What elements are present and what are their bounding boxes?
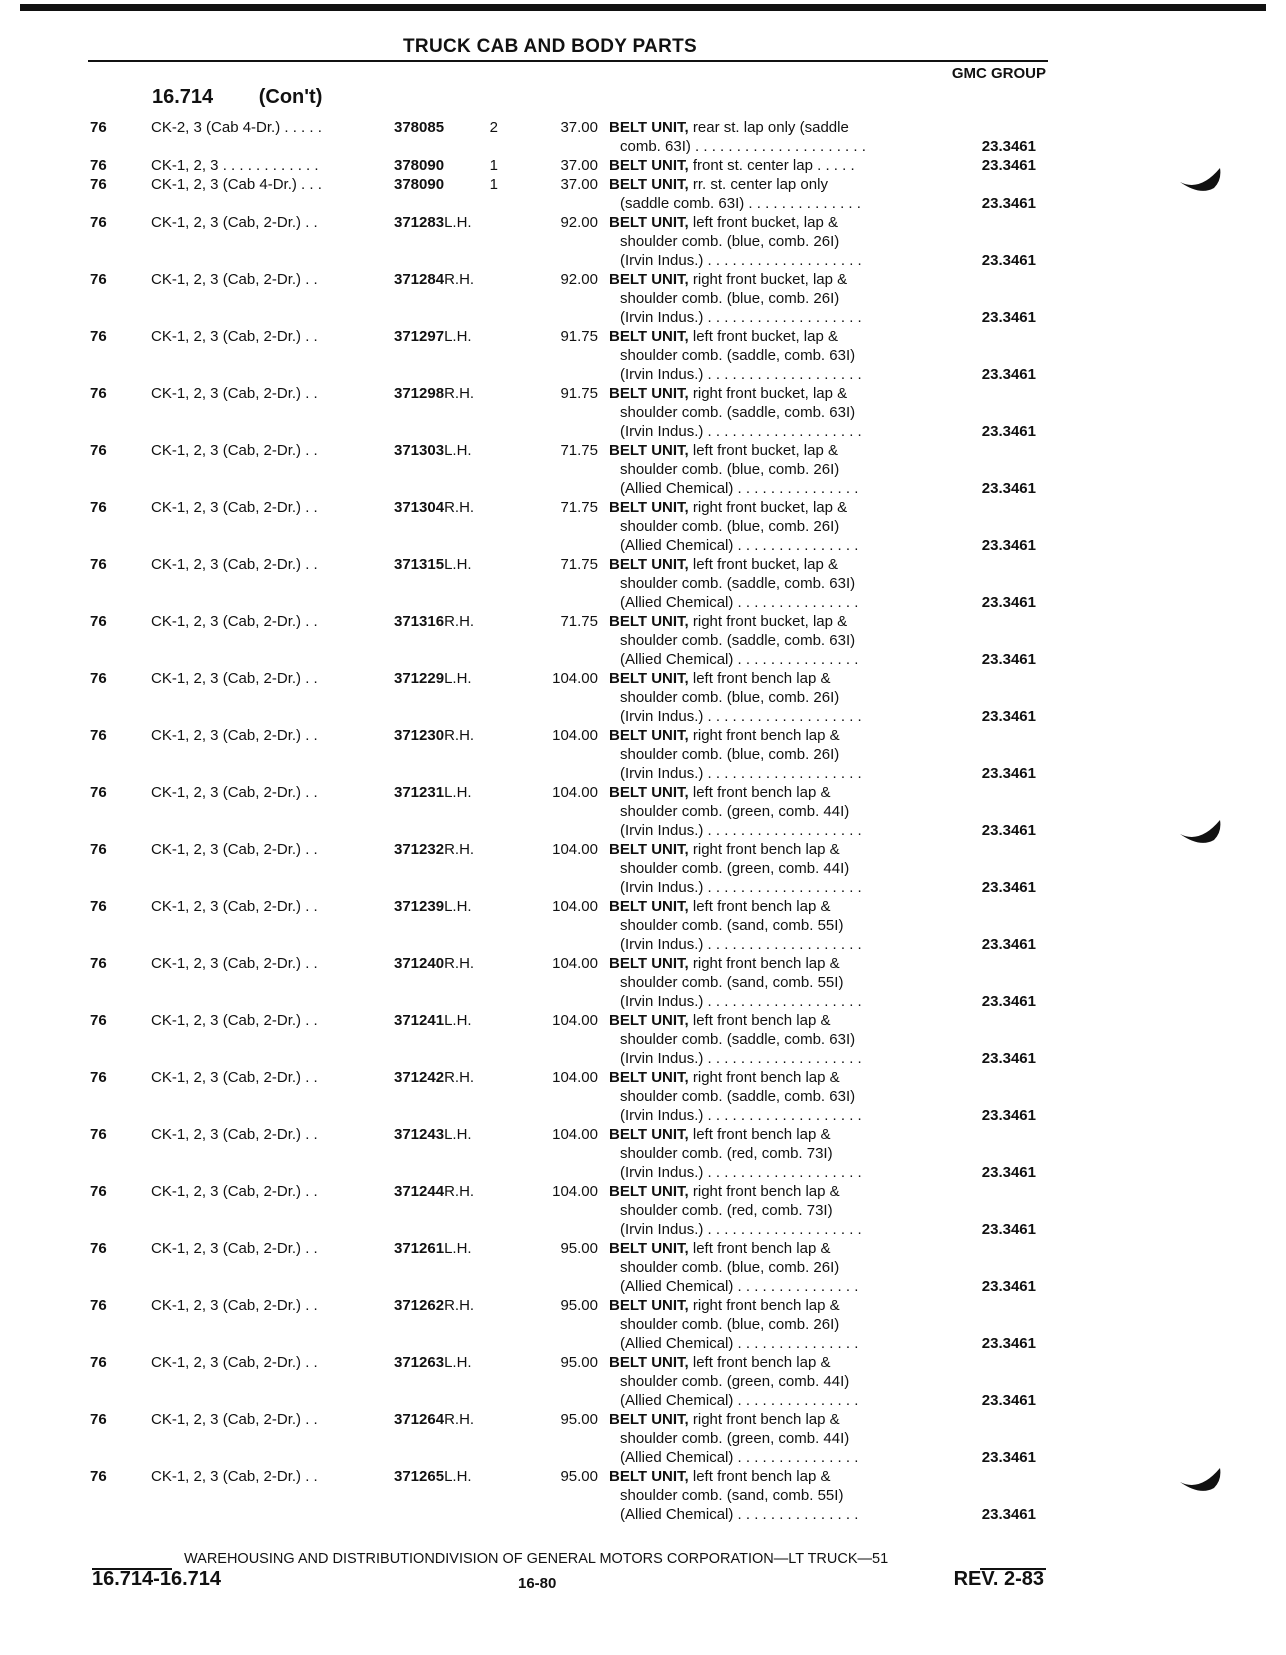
figure-number: 76: [90, 1069, 107, 1086]
figure-number: 76: [90, 1183, 107, 1200]
part-number: [394, 156, 444, 175]
item-name: BELT UNIT,: [609, 1069, 689, 1086]
description-line: (Irvin Indus.) . . . . . . . . . . . . . . . . . . .: [620, 309, 862, 326]
price: 92.00: [560, 271, 598, 288]
part-number-value: 371316: [394, 613, 445, 630]
group-number: 23.3461: [981, 1335, 1036, 1352]
description-line: BELT UNIT, right front bench lap &: [609, 955, 840, 972]
description-line: BELT UNIT, left front bench lap &: [609, 1354, 831, 1371]
item-name: BELT UNIT,: [609, 499, 689, 516]
part-number: [394, 840, 474, 859]
group-number: 23.3461: [981, 195, 1036, 212]
part-number-value: 371242: [394, 1069, 445, 1086]
footer-page-number: 16-80: [518, 1575, 557, 1592]
price: 95.00: [560, 1411, 598, 1428]
side-label: R.H.: [444, 955, 475, 972]
binder-tab-mark: [1178, 166, 1224, 194]
item-name: BELT UNIT,: [609, 670, 689, 687]
part-number: [394, 954, 474, 973]
part-number-value: 378090: [394, 176, 445, 193]
model-cell: CK-1, 2, 3 (Cab, 2-Dr.) . .: [151, 328, 318, 345]
item-name: BELT UNIT,: [609, 1297, 689, 1314]
part-number-value: 371263: [394, 1354, 445, 1371]
description-line: shoulder comb. (saddle, comb. 63I): [620, 347, 856, 364]
price: 95.00: [560, 1240, 598, 1257]
part-number: [394, 118, 444, 137]
price: 104.00: [552, 955, 598, 972]
description-line: (Irvin Indus.) . . . . . . . . . . . . . . . . . . .: [620, 366, 862, 383]
price: 104.00: [552, 784, 598, 801]
part-number: [394, 897, 472, 916]
description-line: BELT UNIT, rear st. lap only (saddle: [609, 119, 849, 136]
item-name: BELT UNIT,: [609, 613, 689, 630]
description-line: (Irvin Indus.) . . . . . . . . . . . . . . . . . . .: [620, 1221, 862, 1238]
figure-number: 76: [90, 176, 107, 193]
side-label: L.H.: [444, 1354, 472, 1371]
figure-number: 76: [90, 784, 107, 801]
part-number-value: 371315: [394, 556, 445, 573]
description-line: (Allied Chemical) . . . . . . . . . . . . . . .: [620, 1278, 859, 1295]
group-number: 23.3461: [981, 366, 1036, 383]
figure-number: 76: [90, 271, 107, 288]
model-cell: CK-2, 3 (Cab 4-Dr.) . . . . .: [151, 119, 322, 136]
description-line: shoulder comb. (sand, comb. 55I): [620, 917, 844, 934]
group-number: 23.3461: [981, 423, 1036, 440]
model-cell: CK-1, 2, 3 (Cab, 2-Dr.) . .: [151, 1069, 318, 1086]
quantity: 1: [489, 176, 498, 193]
description-line: shoulder comb. (blue, comb. 26I): [620, 518, 840, 535]
group-number: 23.3461: [981, 537, 1036, 554]
description-line: shoulder comb. (green, comb. 44I): [620, 1373, 850, 1390]
description-line: BELT UNIT, left front bench lap &: [609, 898, 831, 915]
part-number: [394, 1239, 472, 1258]
group-number: 23.3461: [981, 1392, 1036, 1409]
binder-tab-mark: [1178, 1466, 1224, 1494]
side-label: L.H.: [444, 784, 472, 801]
figure-number: 76: [90, 499, 107, 516]
model-cell: CK-1, 2, 3 (Cab, 2-Dr.) . .: [151, 1354, 318, 1371]
item-name: BELT UNIT,: [609, 214, 689, 231]
description-line: BELT UNIT, left front bucket, lap &: [609, 328, 838, 345]
figure-number: 76: [90, 841, 107, 858]
description-line: shoulder comb. (green, comb. 44I): [620, 860, 850, 877]
description-line: shoulder comb. (saddle, comb. 63I): [620, 1031, 856, 1048]
group-number: 23.3461: [981, 157, 1036, 174]
description-line: (Irvin Indus.) . . . . . . . . . . . . . . . . . . .: [620, 1107, 862, 1124]
part-number-value: 371239: [394, 898, 445, 915]
group-number: 23.3461: [981, 594, 1036, 611]
figure-number: 76: [90, 556, 107, 573]
description-line: BELT UNIT, left front bench lap &: [609, 1012, 831, 1029]
description-line: shoulder comb. (sand, comb. 55I): [620, 1487, 844, 1504]
description-line: (Allied Chemical) . . . . . . . . . . . . . . .: [620, 1392, 859, 1409]
model-cell: CK-1, 2, 3 (Cab, 2-Dr.) . .: [151, 271, 318, 288]
price: 104.00: [552, 898, 598, 915]
description-line: (Irvin Indus.) . . . . . . . . . . . . . . . . . . .: [620, 993, 862, 1010]
description-line: shoulder comb. (blue, comb. 26I): [620, 461, 840, 478]
side-label: L.H.: [444, 442, 472, 459]
group-number: 23.3461: [981, 252, 1036, 269]
figure-number: 76: [90, 328, 107, 345]
part-number-value: 371230: [394, 727, 445, 744]
price: 91.75: [560, 328, 598, 345]
model-cell: CK-1, 2, 3 (Cab, 2-Dr.) . .: [151, 499, 318, 516]
figure-number: 76: [90, 119, 107, 136]
item-name: BELT UNIT,: [609, 1183, 689, 1200]
description-line: BELT UNIT, left front bucket, lap &: [609, 442, 838, 459]
side-label: R.H.: [444, 613, 475, 630]
group-number: 23.3461: [981, 1506, 1036, 1523]
group-number: 23.3461: [981, 1164, 1036, 1181]
figure-number: 76: [90, 385, 107, 402]
part-number-value: 371284: [394, 271, 445, 288]
part-number-value: 371297: [394, 328, 445, 345]
side-label: L.H.: [444, 898, 472, 915]
description-line: (Irvin Indus.) . . . . . . . . . . . . . . . . . . .: [620, 252, 862, 269]
description-line: BELT UNIT, right front bench lap &: [609, 727, 840, 744]
description-line: (Allied Chemical) . . . . . . . . . . . . . . .: [620, 594, 859, 611]
footer-revision: REV. 2-83: [953, 1568, 1044, 1590]
description-line: BELT UNIT, left front bench lap &: [609, 784, 831, 801]
description-line: BELT UNIT, right front bench lap &: [609, 841, 840, 858]
section-continued: (Con't): [258, 86, 323, 108]
part-number: [394, 1467, 472, 1486]
item-name: BELT UNIT,: [609, 1012, 689, 1029]
part-number: [394, 175, 444, 194]
side-label: R.H.: [444, 841, 475, 858]
item-name: BELT UNIT,: [609, 784, 689, 801]
description-line: shoulder comb. (blue, comb. 26I): [620, 689, 840, 706]
binder-tab-mark: [1178, 818, 1224, 846]
side-label: L.H.: [444, 214, 472, 231]
price: 104.00: [552, 727, 598, 744]
item-name: BELT UNIT,: [609, 157, 689, 174]
group-number: 23.3461: [981, 765, 1036, 782]
model-cell: CK-1, 2, 3 (Cab, 2-Dr.) . .: [151, 1126, 318, 1143]
item-name: BELT UNIT,: [609, 442, 689, 459]
description-line: BELT UNIT, right front bucket, lap &: [609, 271, 848, 288]
side-label: R.H.: [444, 1069, 475, 1086]
side-label: L.H.: [444, 1126, 472, 1143]
title-rule: [88, 60, 1048, 62]
part-number-value: 371262: [394, 1297, 445, 1314]
model-cell: CK-1, 2, 3 (Cab, 2-Dr.) . .: [151, 898, 318, 915]
side-label: L.H.: [444, 1240, 472, 1257]
item-name: BELT UNIT,: [609, 556, 689, 573]
group-label: GMC GROUP: [951, 65, 1046, 82]
description-line: BELT UNIT, right front bucket, lap &: [609, 613, 848, 630]
group-number: 23.3461: [981, 651, 1036, 668]
description-line: (Allied Chemical) . . . . . . . . . . . . . . .: [620, 1506, 859, 1523]
group-number: 23.3461: [981, 1221, 1036, 1238]
group-number: 23.3461: [981, 1278, 1036, 1295]
group-number: 23.3461: [981, 879, 1036, 896]
model-cell: CK-1, 2, 3 (Cab, 2-Dr.) . .: [151, 784, 318, 801]
description-line: BELT UNIT, left front bucket, lap &: [609, 556, 838, 573]
figure-number: 76: [90, 670, 107, 687]
side-label: R.H.: [444, 1297, 475, 1314]
side-label: L.H.: [444, 556, 472, 573]
figure-number: 76: [90, 1240, 107, 1257]
price: 104.00: [552, 1126, 598, 1143]
quantity: 1: [489, 157, 498, 174]
model-cell: CK-1, 2, 3 (Cab, 2-Dr.) . .: [151, 214, 318, 231]
description-line: shoulder comb. (blue, comb. 26I): [620, 1316, 840, 1333]
description-line: BELT UNIT, right front bench lap &: [609, 1411, 840, 1428]
part-number: [394, 1296, 474, 1315]
price: 95.00: [560, 1354, 598, 1371]
figure-number: 76: [90, 1012, 107, 1029]
figure-number: 76: [90, 1411, 107, 1428]
price: 104.00: [552, 1069, 598, 1086]
part-number: [394, 441, 472, 460]
group-number: 23.3461: [981, 480, 1036, 497]
model-cell: CK-1, 2, 3 (Cab, 2-Dr.) . .: [151, 1240, 318, 1257]
part-number-value: 371265: [394, 1468, 445, 1485]
figure-number: 76: [90, 613, 107, 630]
part-number-value: 371240: [394, 955, 445, 972]
figure-number: 76: [90, 955, 107, 972]
description-line: (Irvin Indus.) . . . . . . . . . . . . . . . . . . .: [620, 708, 862, 725]
part-number: [394, 327, 472, 346]
model-cell: CK-1, 2, 3 (Cab, 2-Dr.) . .: [151, 556, 318, 573]
part-number-value: 371283: [394, 214, 445, 231]
description-line: (Allied Chemical) . . . . . . . . . . . . . . .: [620, 537, 859, 554]
side-label: L.H.: [444, 1012, 472, 1029]
description-line: comb. 63I) . . . . . . . . . . . . . . . . . . . . .: [620, 138, 866, 155]
item-name: BELT UNIT,: [609, 727, 689, 744]
description-line: BELT UNIT, right front bucket, lap &: [609, 499, 848, 516]
model-cell: CK-1, 2, 3 (Cab, 2-Dr.) . .: [151, 1183, 318, 1200]
part-number-value: 371229: [394, 670, 445, 687]
model-cell: CK-1, 2, 3 (Cab, 2-Dr.) . .: [151, 727, 318, 744]
group-number: 23.3461: [981, 708, 1036, 725]
description-line: BELT UNIT, left front bench lap &: [609, 670, 831, 687]
figure-number: 76: [90, 214, 107, 231]
part-number: [394, 270, 474, 289]
description-line: BELT UNIT, left front bench lap &: [609, 1468, 831, 1485]
part-number: [394, 1353, 472, 1372]
description-line: (Irvin Indus.) . . . . . . . . . . . . . . . . . . .: [620, 936, 862, 953]
price: 104.00: [552, 1012, 598, 1029]
footer-section-range: 16.714-16.714: [92, 1568, 222, 1590]
group-number: 23.3461: [981, 1050, 1036, 1067]
figure-number: 76: [90, 1468, 107, 1485]
part-number-value: 371241: [394, 1012, 445, 1029]
price: 104.00: [552, 841, 598, 858]
part-number-value: 371304: [394, 499, 445, 516]
description-line: shoulder comb. (blue, comb. 26I): [620, 290, 840, 307]
side-label: R.H.: [444, 499, 475, 516]
section-heading: [152, 86, 322, 109]
description-line: (Irvin Indus.) . . . . . . . . . . . . . . . . . . .: [620, 1164, 862, 1181]
model-cell: CK-1, 2, 3 (Cab, 2-Dr.) . .: [151, 670, 318, 687]
description-line: (Allied Chemical) . . . . . . . . . . . . . . .: [620, 1449, 859, 1466]
figure-number: 76: [90, 727, 107, 744]
item-name: BELT UNIT,: [609, 955, 689, 972]
item-name: BELT UNIT,: [609, 271, 689, 288]
price: 92.00: [560, 214, 598, 231]
part-number: [394, 783, 472, 802]
part-number-value: 371232: [394, 841, 445, 858]
page-title: TRUCK CAB AND BODY PARTS: [403, 36, 697, 57]
price: 95.00: [560, 1297, 598, 1314]
price: 104.00: [552, 670, 598, 687]
price: 71.75: [560, 499, 598, 516]
group-number: 23.3461: [981, 1449, 1036, 1466]
description-line: (Irvin Indus.) . . . . . . . . . . . . . . . . . . .: [620, 765, 862, 782]
description-line: (Allied Chemical) . . . . . . . . . . . . . . .: [620, 1335, 859, 1352]
model-cell: CK-1, 2, 3 (Cab, 2-Dr.) . .: [151, 1468, 318, 1485]
description-line: BELT UNIT, front st. center lap . . . . .: [609, 157, 855, 174]
part-number: [394, 669, 472, 688]
model-cell: CK-1, 2, 3 (Cab, 2-Dr.) . .: [151, 1012, 318, 1029]
part-number: [394, 213, 472, 232]
part-number-value: 371298: [394, 385, 445, 402]
model-cell: CK-1, 2, 3 (Cab 4-Dr.) . . .: [151, 176, 322, 193]
part-number-value: 371264: [394, 1411, 445, 1428]
description-line: (saddle comb. 63I) . . . . . . . . . . . . . .: [620, 195, 861, 212]
group-number: 23.3461: [981, 1107, 1036, 1124]
item-name: BELT UNIT,: [609, 898, 689, 915]
price: 37.00: [560, 176, 598, 193]
price: 104.00: [552, 1183, 598, 1200]
description-line: shoulder comb. (green, comb. 44I): [620, 1430, 850, 1447]
side-label: R.H.: [444, 1183, 475, 1200]
part-number-value: 371261: [394, 1240, 445, 1257]
figure-number: 76: [90, 1354, 107, 1371]
model-cell: CK-1, 2, 3 (Cab, 2-Dr.) . .: [151, 613, 318, 630]
model-cell: CK-1, 2, 3 . . . . . . . . . . . .: [151, 157, 319, 174]
group-number: 23.3461: [981, 993, 1036, 1010]
group-number: 23.3461: [981, 138, 1036, 155]
figure-number: 76: [90, 1297, 107, 1314]
description-line: shoulder comb. (saddle, comb. 63I): [620, 1088, 856, 1105]
group-number: 23.3461: [981, 822, 1036, 839]
quantity: 2: [489, 119, 498, 136]
part-number: [394, 384, 474, 403]
item-name: BELT UNIT,: [609, 1240, 689, 1257]
item-name: BELT UNIT,: [609, 1354, 689, 1371]
figure-number: 76: [90, 157, 107, 174]
description-line: BELT UNIT, right front bench lap &: [609, 1297, 840, 1314]
description-line: BELT UNIT, right front bucket, lap &: [609, 385, 848, 402]
side-label: L.H.: [444, 1468, 472, 1485]
part-number-value: 371244: [394, 1183, 445, 1200]
model-cell: CK-1, 2, 3 (Cab, 2-Dr.) . .: [151, 1411, 318, 1428]
description-line: BELT UNIT, left front bucket, lap &: [609, 214, 838, 231]
part-number: [394, 612, 474, 631]
description-line: shoulder comb. (red, comb. 73I): [620, 1202, 833, 1219]
description-line: shoulder comb. (blue, comb. 26I): [620, 1259, 840, 1276]
description-line: shoulder comb. (saddle, comb. 63I): [620, 404, 856, 421]
part-number: [394, 1182, 474, 1201]
part-number: [394, 726, 474, 745]
price: 71.75: [560, 613, 598, 630]
price: 71.75: [560, 556, 598, 573]
part-number: [394, 1125, 472, 1144]
figure-number: 76: [90, 442, 107, 459]
group-number: 23.3461: [981, 936, 1036, 953]
footer-publisher: WAREHOUSING AND DISTRIBUTIONDIVISION OF GENERAL MOTORS CORPORATION—LT TRUCK—51: [184, 1551, 889, 1567]
model-cell: CK-1, 2, 3 (Cab, 2-Dr.) . .: [151, 955, 318, 972]
figure-number: 76: [90, 898, 107, 915]
item-name: BELT UNIT,: [609, 119, 689, 136]
item-name: BELT UNIT,: [609, 1468, 689, 1485]
item-name: BELT UNIT,: [609, 1411, 689, 1428]
price: 37.00: [560, 157, 598, 174]
description-line: BELT UNIT, right front bench lap &: [609, 1183, 840, 1200]
side-label: L.H.: [444, 328, 472, 345]
side-label: R.H.: [444, 385, 475, 402]
part-number: [394, 555, 472, 574]
item-name: BELT UNIT,: [609, 841, 689, 858]
item-name: BELT UNIT,: [609, 176, 689, 193]
side-label: R.H.: [444, 271, 475, 288]
description-line: BELT UNIT, right front bench lap &: [609, 1069, 840, 1086]
part-number: [394, 1410, 474, 1429]
group-number: 23.3461: [981, 309, 1036, 326]
description-line: BELT UNIT, rr. st. center lap only: [609, 176, 828, 193]
price: 37.00: [560, 119, 598, 136]
side-label: L.H.: [444, 670, 472, 687]
model-cell: CK-1, 2, 3 (Cab, 2-Dr.) . .: [151, 841, 318, 858]
part-number-value: 378085: [394, 119, 445, 136]
description-line: shoulder comb. (sand, comb. 55I): [620, 974, 844, 991]
part-number-value: 378090: [394, 157, 445, 174]
item-name: BELT UNIT,: [609, 1126, 689, 1143]
description-line: (Irvin Indus.) . . . . . . . . . . . . . . . . . . .: [620, 1050, 862, 1067]
description-line: (Irvin Indus.) . . . . . . . . . . . . . . . . . . .: [620, 879, 862, 896]
description-line: (Allied Chemical) . . . . . . . . . . . . . . .: [620, 480, 859, 497]
part-number-value: 371303: [394, 442, 445, 459]
description-line: shoulder comb. (saddle, comb. 63I): [620, 575, 856, 592]
part-number: [394, 1011, 472, 1030]
description-line: shoulder comb. (blue, comb. 26I): [620, 746, 840, 763]
price: 71.75: [560, 442, 598, 459]
item-name: BELT UNIT,: [609, 328, 689, 345]
model-cell: CK-1, 2, 3 (Cab, 2-Dr.) . .: [151, 442, 318, 459]
side-label: R.H.: [444, 727, 475, 744]
model-cell: CK-1, 2, 3 (Cab, 2-Dr.) . .: [151, 385, 318, 402]
price: 95.00: [560, 1468, 598, 1485]
item-name: BELT UNIT,: [609, 385, 689, 402]
description-line: shoulder comb. (saddle, comb. 63I): [620, 632, 856, 649]
part-number-value: 371231: [394, 784, 445, 801]
description-line: shoulder comb. (green, comb. 44I): [620, 803, 850, 820]
description-line: (Allied Chemical) . . . . . . . . . . . . . . .: [620, 651, 859, 668]
part-number-value: 371243: [394, 1126, 445, 1143]
model-cell: CK-1, 2, 3 (Cab, 2-Dr.) . .: [151, 1297, 318, 1314]
top-rule: [20, 4, 1266, 11]
description-line: (Irvin Indus.) . . . . . . . . . . . . . . . . . . .: [620, 423, 862, 440]
part-number: [394, 1068, 474, 1087]
description-line: shoulder comb. (red, comb. 73I): [620, 1145, 833, 1162]
description-line: BELT UNIT, left front bench lap &: [609, 1240, 831, 1257]
description-line: shoulder comb. (blue, comb. 26I): [620, 233, 840, 250]
description-line: BELT UNIT, left front bench lap &: [609, 1126, 831, 1143]
description-line: (Irvin Indus.) . . . . . . . . . . . . . . . . . . .: [620, 822, 862, 839]
part-number: [394, 498, 474, 517]
price: 91.75: [560, 385, 598, 402]
section-number: 16.714: [152, 86, 214, 108]
figure-number: 76: [90, 1126, 107, 1143]
side-label: R.H.: [444, 1411, 475, 1428]
